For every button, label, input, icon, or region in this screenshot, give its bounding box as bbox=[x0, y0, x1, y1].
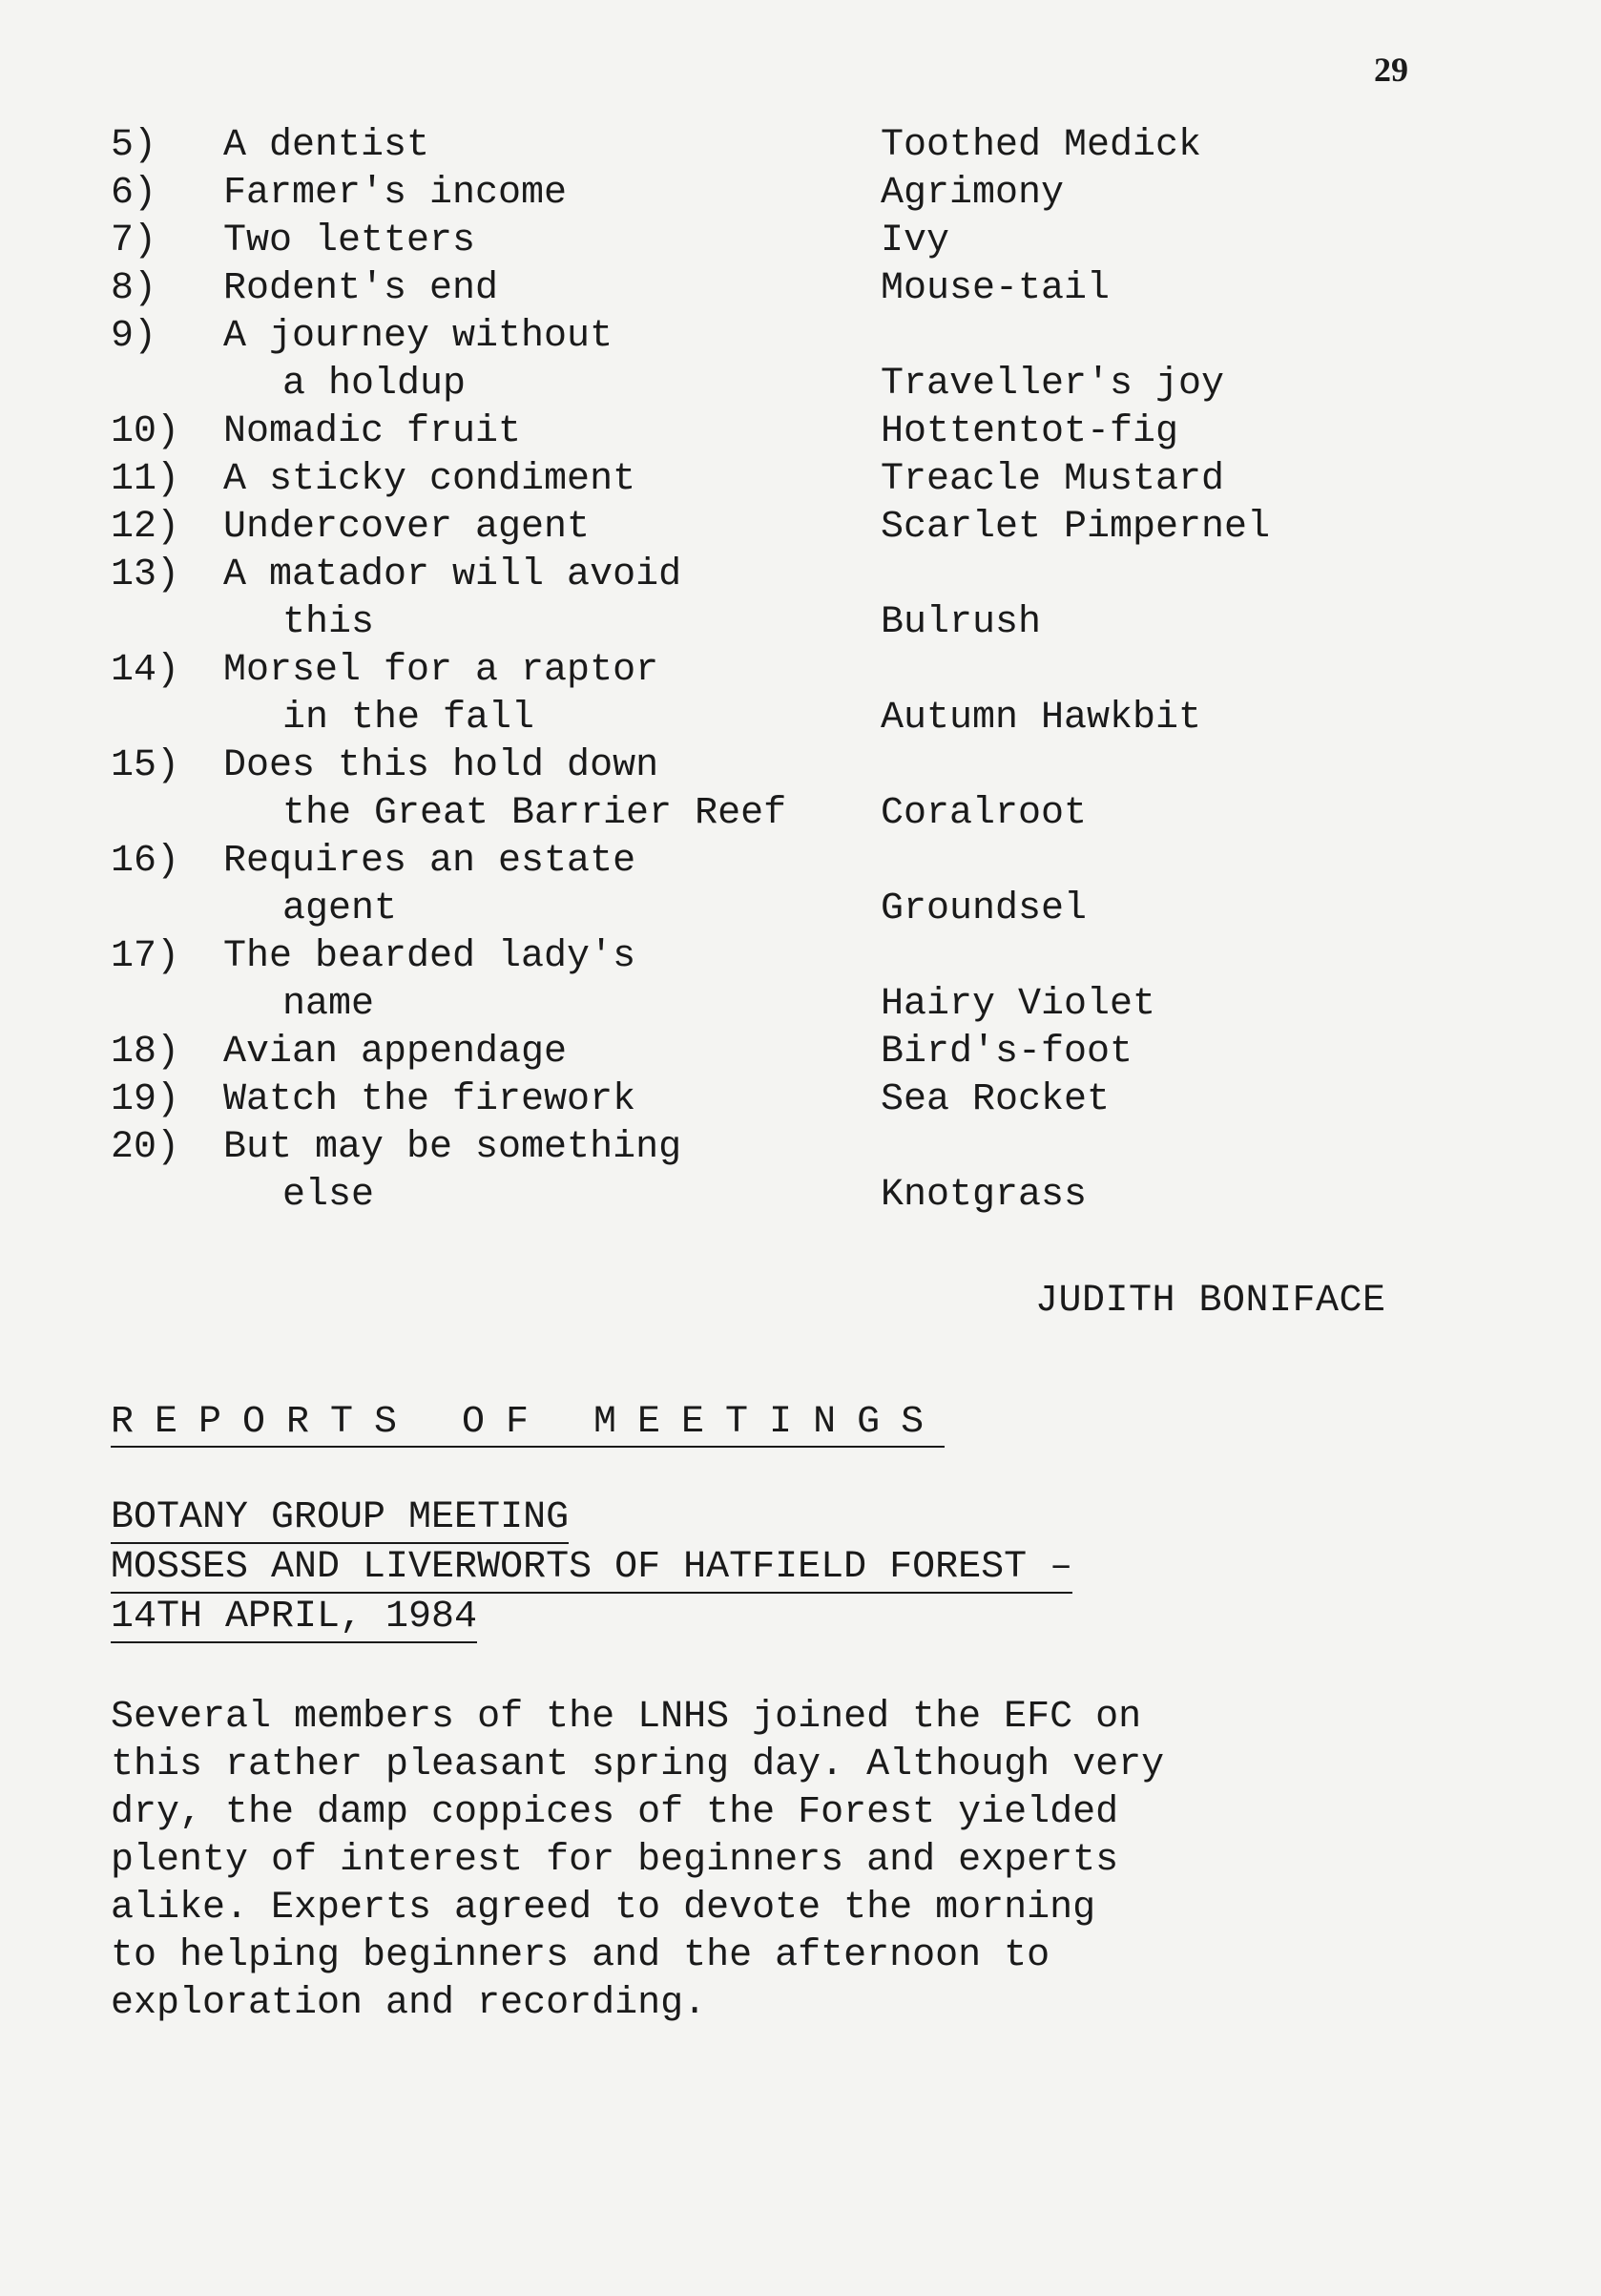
riddle-clue-line: Farmer's income bbox=[223, 172, 568, 215]
riddle-row bbox=[111, 456, 1466, 504]
riddle-answer: Treacle Mustard bbox=[881, 458, 1225, 501]
riddle-clue bbox=[223, 408, 987, 456]
riddle-number: 6) bbox=[111, 172, 157, 215]
riddle-row bbox=[111, 218, 1466, 265]
riddle-list bbox=[111, 122, 1466, 1220]
riddle-clue bbox=[223, 170, 987, 218]
riddle-answer: Bird's-foot bbox=[881, 1031, 1133, 1074]
riddle-row bbox=[111, 170, 1466, 218]
riddle-answer: Ivy bbox=[881, 219, 950, 262]
riddle-clue bbox=[223, 647, 987, 742]
riddle-clue-line: else bbox=[282, 1174, 375, 1217]
riddle-answer: Agrimony bbox=[881, 172, 1065, 215]
meeting-title-line: MOSSES AND LIVERWORTS OF HATFIELD FOREST – bbox=[111, 1544, 1072, 1594]
riddle-row bbox=[111, 265, 1466, 313]
riddle-clue-line: Nomadic fruit bbox=[223, 410, 522, 453]
riddle-answer: Coralroot bbox=[881, 792, 1088, 835]
riddle-clue-line: A journey without bbox=[223, 315, 613, 358]
riddle-number: 7) bbox=[111, 219, 157, 262]
riddle-clue-line: But may be something bbox=[223, 1126, 682, 1169]
riddle-clue bbox=[223, 122, 987, 170]
riddle-clue bbox=[223, 1124, 987, 1220]
riddle-clue bbox=[223, 456, 987, 504]
riddle-number: 9) bbox=[111, 315, 157, 358]
author-signature: JUDITH BONIFACE bbox=[1035, 1280, 1386, 1323]
riddle-answer: Bulrush bbox=[881, 601, 1042, 644]
riddle-number: 5) bbox=[111, 124, 157, 167]
riddle-clue bbox=[223, 218, 987, 265]
riddle-clue bbox=[223, 265, 987, 313]
riddle-clue bbox=[223, 504, 987, 552]
riddle-clue bbox=[223, 552, 987, 647]
riddle-answer: Scarlet Pimpernel bbox=[881, 506, 1271, 549]
riddle-answer: Sea Rocket bbox=[881, 1078, 1111, 1121]
riddle-clue-line: name bbox=[282, 983, 375, 1026]
riddle-clue-line: the Great Barrier Reef bbox=[282, 792, 787, 835]
riddle-clue-line: Undercover agent bbox=[223, 506, 591, 549]
riddle-row bbox=[111, 647, 1466, 742]
riddle-answer: Toothed Medick bbox=[881, 124, 1202, 167]
riddle-row bbox=[111, 742, 1466, 838]
riddle-row bbox=[111, 838, 1466, 933]
riddle-clue-line: Watch the firework bbox=[223, 1078, 636, 1121]
meeting-title bbox=[111, 1494, 1072, 1643]
riddle-row bbox=[111, 122, 1466, 170]
riddle-clue bbox=[223, 1029, 987, 1076]
section-heading: REPORTS OF MEETINGS bbox=[111, 1401, 945, 1448]
riddle-number: 11) bbox=[111, 458, 180, 501]
riddle-clue-line: a holdup bbox=[282, 363, 467, 406]
riddle-row bbox=[111, 313, 1466, 408]
riddle-row bbox=[111, 933, 1466, 1029]
riddle-answer: Autumn Hawkbit bbox=[881, 697, 1202, 740]
riddle-row bbox=[111, 1124, 1466, 1220]
report-body-text: Several members of the LNHS joined the EFC on this rather pleasant spring day. Although very dry, the damp coppices of the Forest yielded plenty of interest for beginners and experts alike. Experts agreed to devote the morning to helping beginners and the afternoon to exploration and recording. bbox=[111, 1696, 1165, 2025]
riddle-clue bbox=[223, 933, 987, 1029]
riddle-clue bbox=[223, 838, 987, 933]
riddle-clue bbox=[223, 1076, 987, 1124]
riddle-number: 13) bbox=[111, 553, 180, 596]
riddle-answer: Knotgrass bbox=[881, 1174, 1088, 1217]
riddle-row bbox=[111, 552, 1466, 647]
riddle-answer: Mouse-tail bbox=[881, 267, 1111, 310]
riddle-clue-line: Two letters bbox=[223, 219, 476, 262]
riddle-clue-line: Morsel for a raptor bbox=[223, 649, 659, 692]
riddle-clue-line: Does this hold down bbox=[223, 744, 659, 787]
riddle-number: 12) bbox=[111, 506, 180, 549]
riddle-number: 10) bbox=[111, 410, 180, 453]
riddle-number: 16) bbox=[111, 840, 180, 883]
riddle-number: 19) bbox=[111, 1078, 180, 1121]
riddle-row bbox=[111, 1076, 1466, 1124]
riddle-clue-line: Rodent's end bbox=[223, 267, 499, 310]
riddle-number: 17) bbox=[111, 935, 180, 978]
riddle-row bbox=[111, 504, 1466, 552]
riddle-clue bbox=[223, 742, 987, 838]
meeting-title-line: BOTANY GROUP MEETING bbox=[111, 1494, 569, 1544]
riddle-clue-line: Avian appendage bbox=[223, 1031, 568, 1074]
riddle-clue-line: agent bbox=[282, 887, 398, 930]
riddle-row bbox=[111, 1029, 1466, 1076]
riddle-clue bbox=[223, 313, 987, 408]
riddle-answer: Hairy Violet bbox=[881, 983, 1156, 1026]
meeting-title-line: 14TH APRIL, 1984 bbox=[111, 1594, 477, 1643]
riddle-number: 18) bbox=[111, 1031, 180, 1074]
riddle-clue-line: A matador will avoid bbox=[223, 553, 682, 596]
riddle-clue-line: Requires an estate bbox=[223, 840, 636, 883]
riddle-clue-line: A sticky condiment bbox=[223, 458, 636, 501]
riddle-answer: Hottentot-fig bbox=[881, 410, 1179, 453]
riddle-answer: Groundsel bbox=[881, 887, 1088, 930]
riddle-number: 15) bbox=[111, 744, 180, 787]
riddle-clue-line: The bearded lady's bbox=[223, 935, 636, 978]
riddle-number: 20) bbox=[111, 1126, 180, 1169]
riddle-row bbox=[111, 408, 1466, 456]
riddle-clue-line: in the fall bbox=[282, 697, 535, 740]
riddle-clue-line: A dentist bbox=[223, 124, 430, 167]
page-number: 29 bbox=[1374, 51, 1408, 89]
riddle-clue-line: this bbox=[282, 601, 375, 644]
riddle-number: 14) bbox=[111, 649, 180, 692]
riddle-number: 8) bbox=[111, 267, 157, 310]
riddle-answer: Traveller's joy bbox=[881, 363, 1225, 406]
